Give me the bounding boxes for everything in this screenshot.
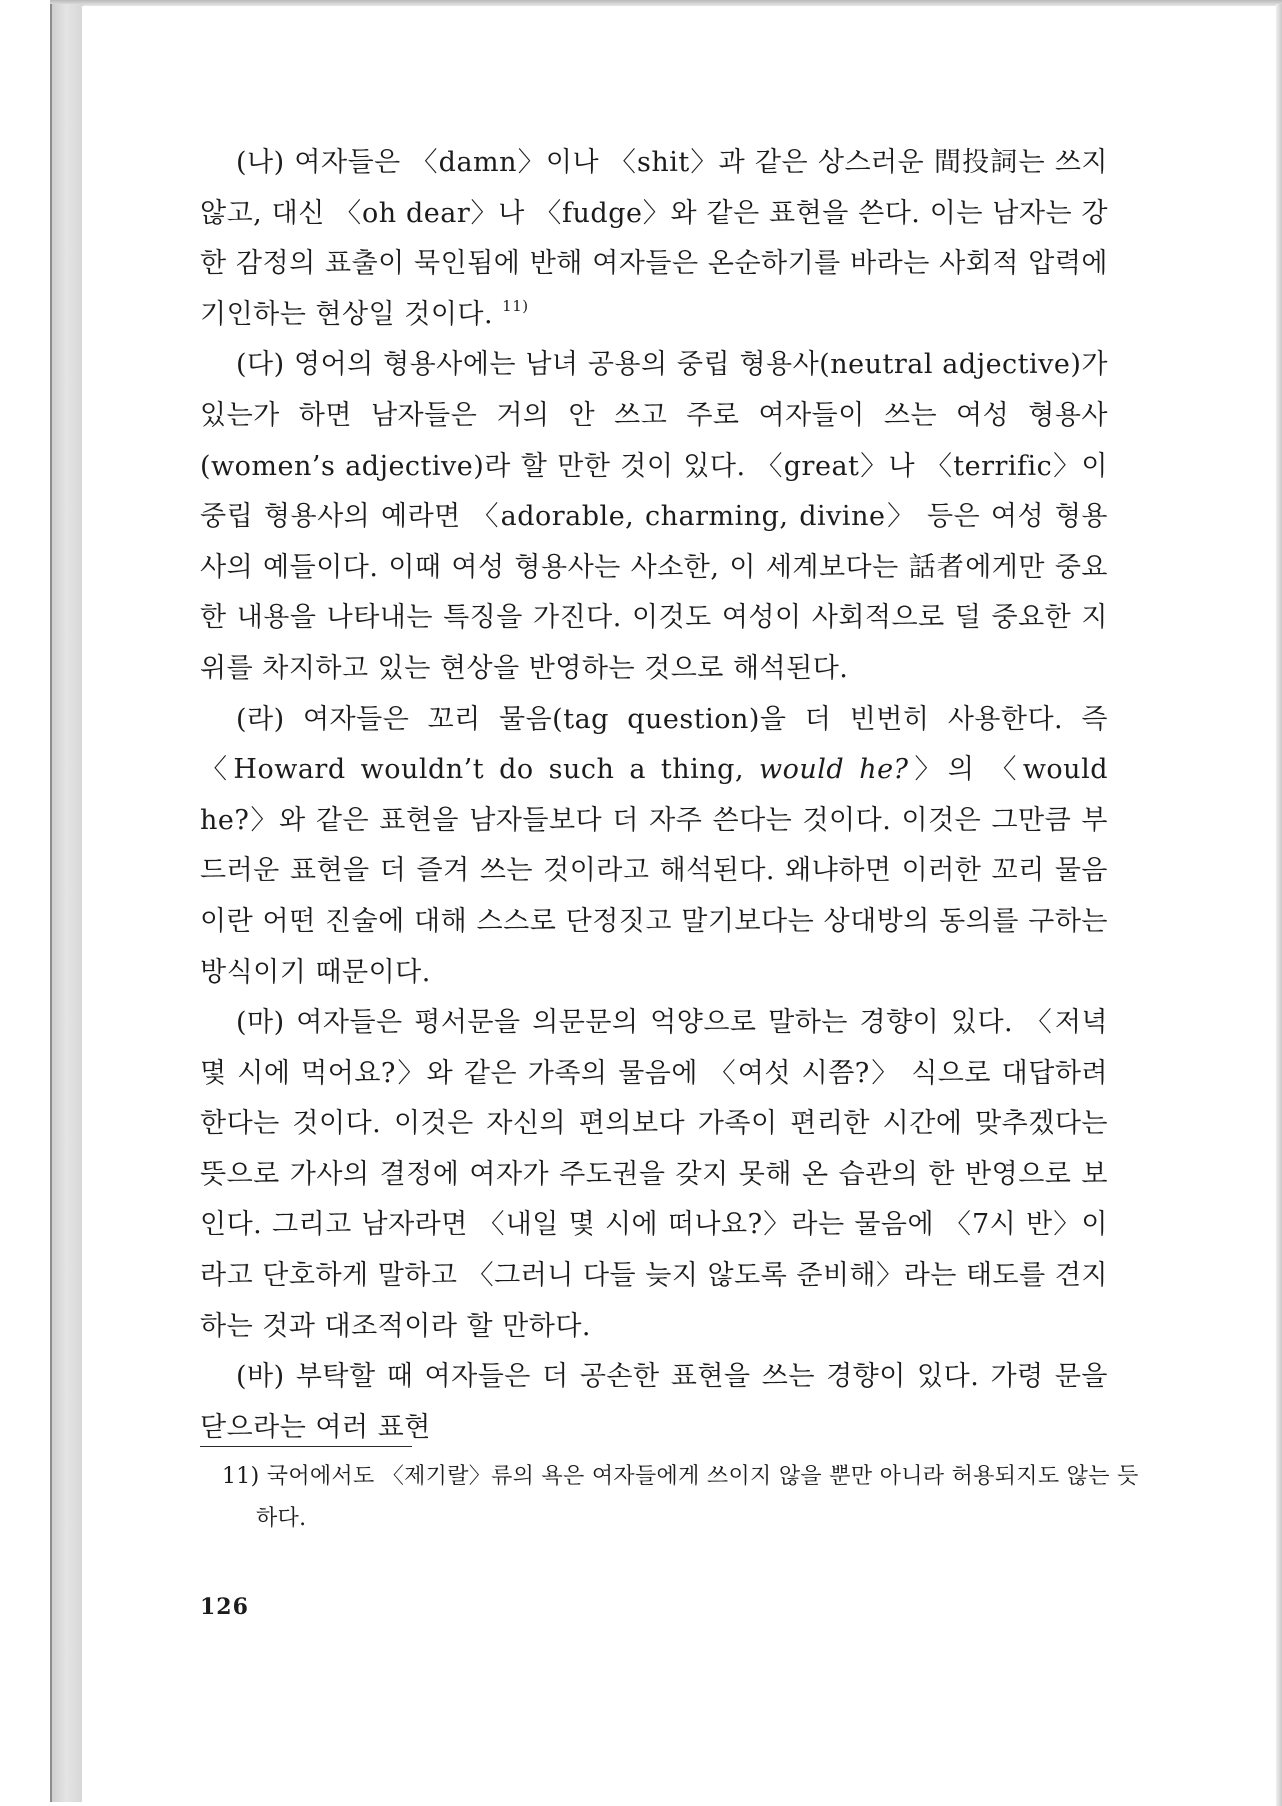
paragraph-na — [200, 138, 1108, 340]
paragraph-da: (다) 영어의 형용사에는 남녀 공용의 중립 형용사(neutral adjective)가 있는가 하면 남자들은 거의 안 쓰고 주로 여자들이 쓰는 여성 형용사(women’s adjective)라 할 만한 것이 있다. 〈great〉나 〈terrific〉이 중립 형용사의 예라면 〈adorable, charming, divine〉 등은 여성 형용사의 예들이다. 이때 여성 형용사는 사소한, 이 세계보다는 話者에게만 중요한 내용을 나타내는 특징을 가진다. 이것도 여성이 사회적으로 덜 중요한 지위를 차지하고 있는 현상을 반영하는 것으로 해석된다. — [200, 349, 1108, 684]
paragraph-ma: (마) 여자들은 평서문을 의문문의 억양으로 말하는 경향이 있다. 〈저녁 몇 시에 먹어요?〉와 같은 가족의 물음에 〈여섯 시쯤?〉 식으로 대답하려 한다는 것이다. 이것은 자신의 편의보다 가족이 편리한 시간에 맞추겠다는 뜻으로 가사의 결정에 여자가 주도권을 갖지 못해 온 습관의 한 반영으로 보인다. 그리고 남자라면 〈내일 몇 시에 떠나요?〉라는 물음에 〈7시 반〉이라고 단호하게 말하고 〈그러니 다들 늦지 않도록 준비해〉라는 태도를 견지하는 것과 대조적이라 할 만하다. — [200, 1007, 1108, 1342]
page-number: 126 — [200, 1594, 249, 1620]
paragraph-ra-text-2: 〉의 〈would he?〉와 같은 표현을 남자들보다 더 자주 쓴다는 것이다. 이것은 그만큼 부드러운 표현을 더 즐겨 쓰는 것이라고 해석된다. 왜냐하면 이러한 꼬리 물음이란 어떤 진술에 대해 스스로 단정짓고 말기보다는 상대방의 동의를 구하는 방식이기 때문이다. — [200, 754, 1108, 988]
body-text — [200, 138, 1108, 1453]
footnote: 11) 국어에서도 〈제기랄〉류의 욕은 여자들에게 쓰이지 않을 뿐만 아니라 허용되지도 않는 듯하다. — [222, 1464, 1139, 1531]
paragraph-ra — [200, 695, 1108, 999]
book-spine-edge — [50, 4, 84, 1802]
paragraph-na-text: (나) 여자들은 〈damn〉이나 〈shit〉과 같은 상스러운 間投詞는 쓰지 않고, 대신 〈oh dear〉나 〈fudge〉와 같은 표현을 쓴다. 이는 남자는 강한 감정의 표출이 묵인됨에 반해 여자들은 온순하기를 바라는 사회적 압력에 기인하는 현상일 것이다. — [200, 147, 1108, 330]
footnote-reference: 11) — [502, 296, 529, 315]
paragraph-ra-italic: would he? — [759, 754, 909, 786]
footnote-divider — [200, 1446, 412, 1447]
paragraph-ra-text-1: (라) 여자들은 꼬리 물음(tag question)을 더 빈번히 사용한다. 즉 〈Howard wouldn’t do such a thing, — [200, 703, 1108, 786]
paragraph-ba: (바) 부탁할 때 여자들은 더 공손한 표현을 쓰는 경향이 있다. 가령 문을 닫으라는 여러 표현 — [200, 1361, 1108, 1443]
page-right-edge — [1276, 4, 1282, 1806]
